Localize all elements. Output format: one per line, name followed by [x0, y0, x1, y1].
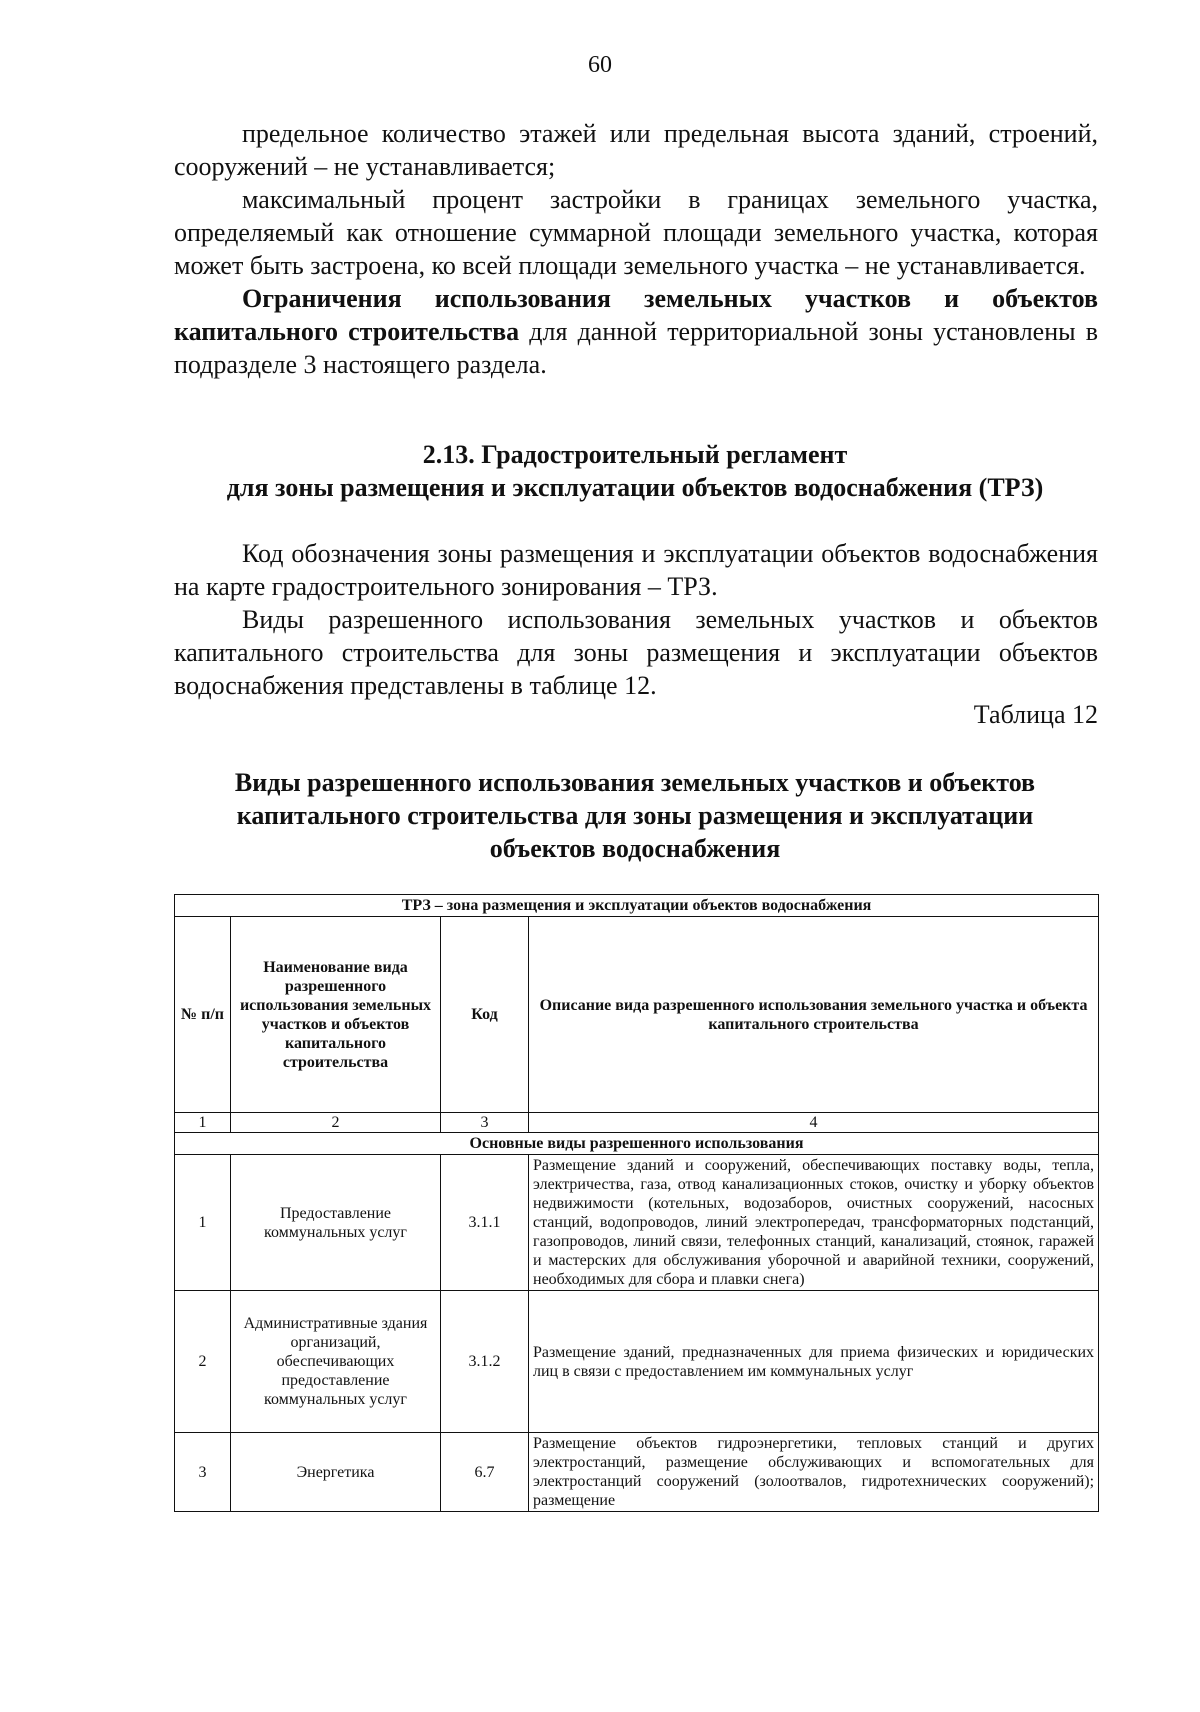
table-row	[175, 1291, 1099, 1433]
row-description: Размещение зданий и сооружений, обеспечивающих поставку воды, тепла, электричества, газа, отвод канализационных стоков, очистку и уборку объектов недвижимости (котельных, водозаборов, очистных сооружений, насосных станций, водопроводов, линий электропередач, трансформаторных подстанций, газопроводов, линий связи, телефонных станций, канализаций, стоянок, гаражей и мастерских для обслуживания уборочной и аварийной техники, сооружений, необходимых для сбора и плавки снега)	[529, 1155, 1099, 1291]
table-title-line: объектов водоснабжения	[489, 834, 781, 863]
row-description: Размещение зданий, предназначенных для приема физических и юридических лиц в связи с предоставлением им коммунальных услуг	[529, 1291, 1099, 1433]
zone-text-block	[174, 537, 1098, 702]
bold-phrase: Ограничения использования земельных участков и объектов капитального строительства	[174, 284, 1098, 346]
paragraph: предельное количество этажей или предельная высота зданий, строений, сооружений – не устанавливается;	[174, 119, 1098, 181]
row-number: 2	[175, 1291, 231, 1433]
column-number: 2	[231, 1113, 441, 1133]
row-use-name: Энергетика	[231, 1433, 441, 1512]
intro-text-block	[174, 117, 1098, 381]
paragraph: Виды разрешенного использования земельных участков и объектов капитального строительства для зоны размещения и эксплуатации объектов водоснабжения представлены в таблице 12.	[174, 605, 1098, 700]
table-row	[175, 1433, 1099, 1512]
column-number: 1	[175, 1113, 231, 1133]
paragraph-rest: для данной территориальной зоны установлены в подразделе 3 настоящего раздела.	[174, 317, 1098, 379]
row-number: 1	[175, 1155, 231, 1291]
row-code: 3.1.1	[441, 1155, 529, 1291]
section-title-line: для зоны размещения и эксплуатации объектов водоснабжения (ТРЗ)	[226, 473, 1044, 502]
row-number: 3	[175, 1433, 231, 1512]
table-title-line: капитального строительства для зоны размещения и эксплуатации	[236, 801, 1034, 830]
table-title-line: Виды разрешенного использования земельных участков и объектов	[234, 768, 1036, 797]
column-header-description: Описание вида разрешенного использования земельного участка и объекта капитального строительства	[529, 917, 1099, 1113]
paragraph: максимальный процент застройки в границах земельного участка, определяемый как отношение суммарной площади земельного участка, которая может быть застроена, ко всей площади земельного участка – не устанавливается.	[174, 185, 1098, 280]
row-code: 3.1.2	[441, 1291, 529, 1433]
column-header-code: Код	[441, 917, 529, 1113]
column-header-number: № п/п	[175, 917, 231, 1113]
column-header-name: Наименование вида разрешенного использования земельных участков и объектов капитального строительства	[231, 917, 441, 1113]
section-title	[160, 438, 1110, 504]
page-number: 60	[588, 52, 612, 78]
paragraph: Код обозначения зоны размещения и эксплуатации объектов водоснабжения на карте градостроительного зонирования – ТРЗ.	[174, 539, 1098, 601]
zone-header: ТРЗ – зона размещения и эксплуатации объектов водоснабжения	[175, 895, 1099, 917]
section-title-line: 2.13. Градостроительный регламент	[422, 440, 848, 469]
table-row	[175, 1155, 1099, 1291]
row-use-name: Административные здания организаций, обеспечивающих предоставление коммунальных услуг	[231, 1291, 441, 1433]
row-description: Размещение объектов гидроэнергетики, тепловых станций и других электростанций, размещение обслуживающих и вспомогательных для электростанций сооружений (золоотвалов, гидротехнических сооружений); размещение	[529, 1433, 1099, 1512]
row-use-name: Предоставление коммунальных услуг	[231, 1155, 441, 1291]
permitted-use-table	[174, 894, 1099, 1512]
table-title	[160, 766, 1110, 865]
paragraph	[174, 282, 1098, 381]
column-number: 3	[441, 1113, 529, 1133]
row-code: 6.7	[441, 1433, 529, 1512]
section-row-main-uses: Основные виды разрешенного использования	[175, 1133, 1099, 1155]
column-number: 4	[529, 1113, 1099, 1133]
table-caption: Таблица 12	[973, 700, 1098, 729]
